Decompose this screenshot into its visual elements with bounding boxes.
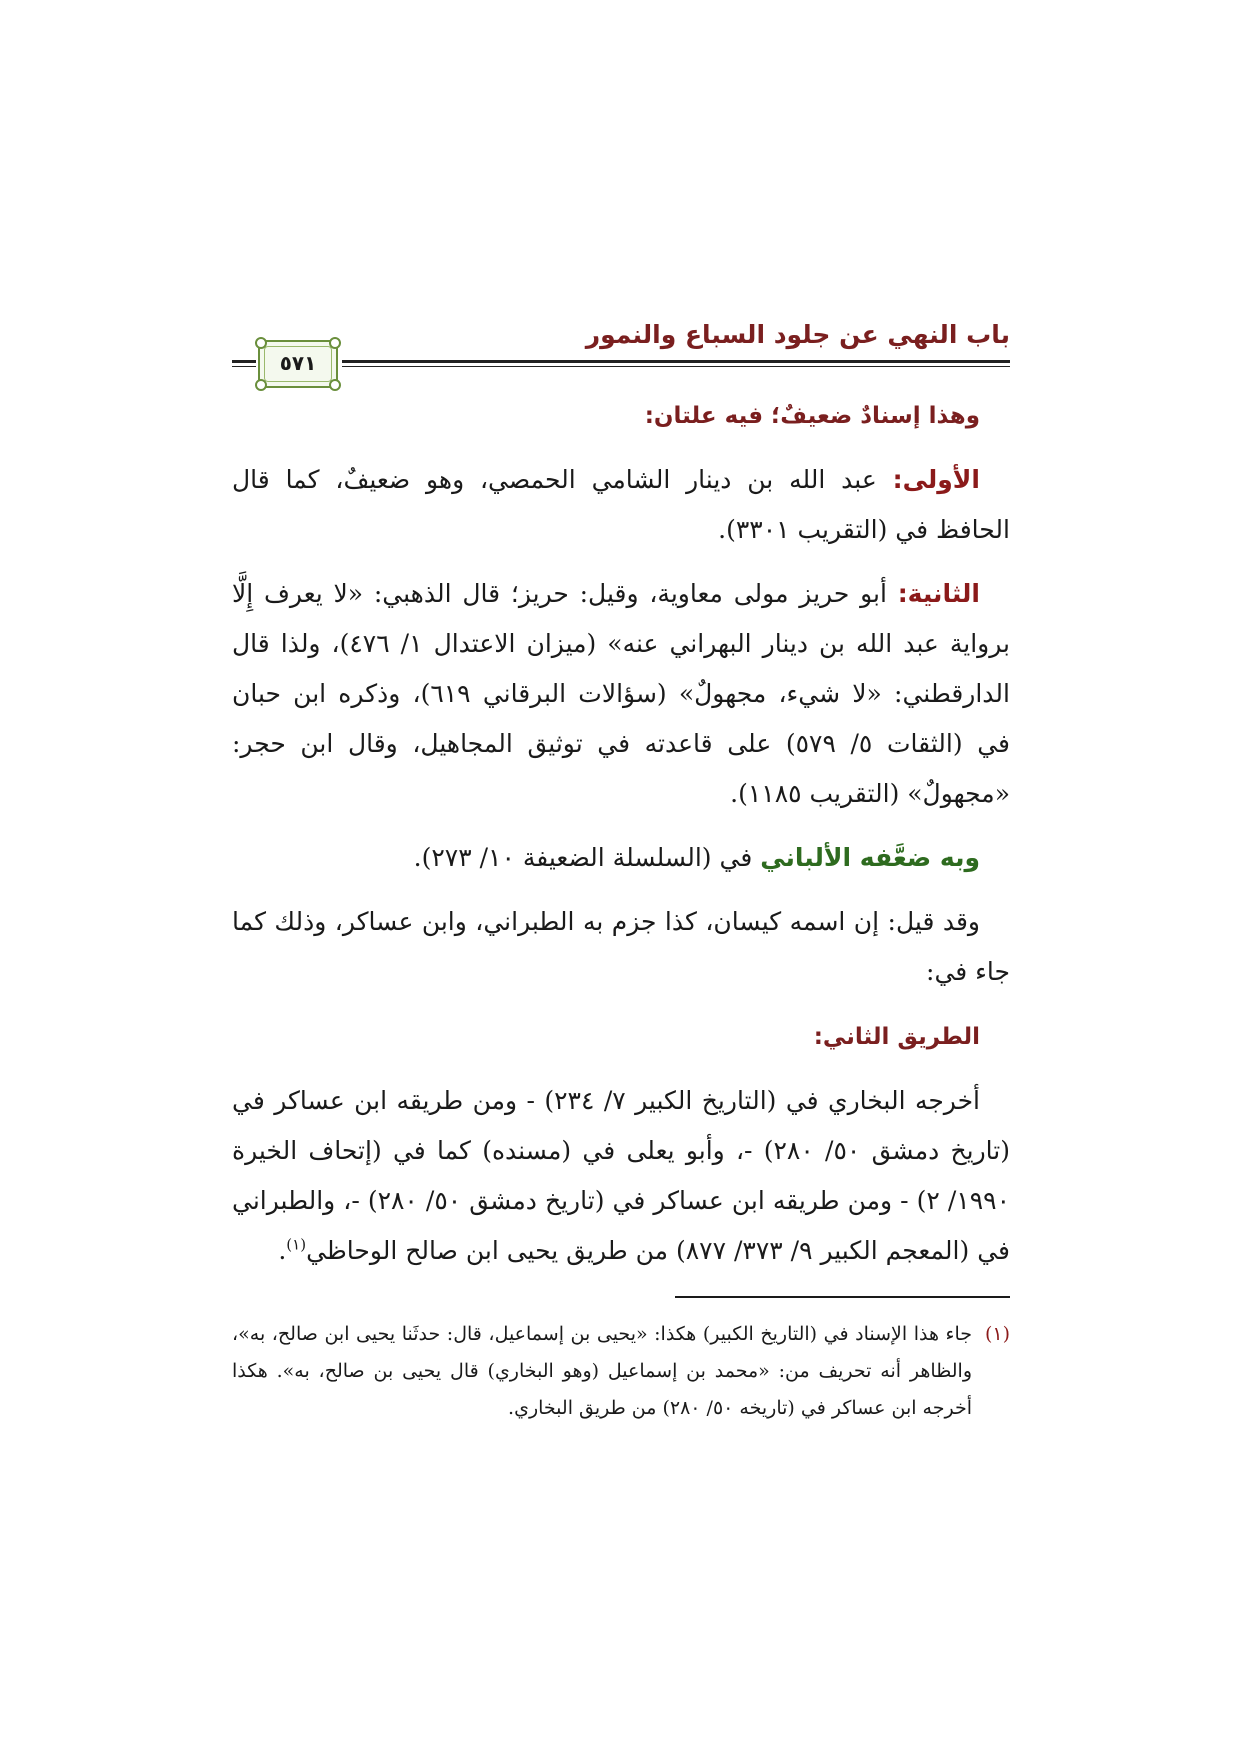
header-rule-left bbox=[232, 360, 256, 367]
paragraph-text: أبو حريز مولى معاوية، وقيل: حريز؛ قال الذهبي: «لا يعرف إِلَّا برواية عبد الله بن دينار البهراني عنه» (ميزان الاعتدال ١/ ٤٧٦)، ولذا قال الدارقطني: «لا شيء، مجهولٌ» (سؤالات البرقاني ٦١٩)، وذكره ابن حبان في (الثقات ٥/ ٥٧٩) على قاعدته في توثيق المجاهيل، وقال ابن حجر: «مجهولٌ» (التقريب ١١٨٥). bbox=[232, 579, 1011, 808]
paragraph-text: عبد الله بن دينار الشامي الحمصي، وهو ضعيفٌ، كما قال الحافظ في (التقريب ٣٣٠١). bbox=[232, 465, 1010, 544]
ornament-corner-icon bbox=[329, 379, 341, 391]
footnote-number: (١) bbox=[984, 1323, 1010, 1345]
ornament-corner-icon bbox=[255, 337, 267, 349]
heading-second-route bbox=[232, 1011, 1010, 1062]
paragraph-end: . bbox=[278, 1236, 287, 1265]
label-second: الثانية: bbox=[897, 579, 980, 608]
paragraph-takhrij bbox=[232, 1076, 1010, 1276]
label-first: الأولى: bbox=[892, 465, 980, 494]
paragraph-text: وقد قيل: إن اسمه كيسان، كذا جزم به الطبراني، وابن عساكر، وذلك كما جاء في: bbox=[232, 907, 1010, 986]
footnote bbox=[232, 1316, 1010, 1427]
page-header bbox=[232, 300, 1010, 380]
paragraph-first-defect bbox=[232, 455, 1010, 555]
paragraph-name-note bbox=[232, 897, 1010, 997]
book-page bbox=[232, 300, 1010, 1427]
paragraph-albani bbox=[232, 833, 1010, 883]
running-title: باب النهي عن جلود السباع والنمور bbox=[585, 320, 1010, 349]
intro-line bbox=[232, 390, 1010, 441]
footnote-reference[interactable]: (١) bbox=[286, 1235, 307, 1254]
paragraph-text: في (السلسلة الضعيفة ١٠/ ٢٧٣). bbox=[413, 843, 761, 872]
label-albani: وبه ضعَّفه الألباني bbox=[760, 843, 980, 872]
header-rule bbox=[342, 360, 1010, 367]
footnote-separator bbox=[675, 1296, 1010, 1298]
page-number-frame bbox=[258, 340, 338, 388]
main-text bbox=[232, 390, 1010, 1276]
paragraph-text: أخرجه البخاري في (التاريخ الكبير ٧/ ٢٣٤) - ومن طريقه ابن عساكر في (تاريخ دمشق ٥٠/ ٢٨٠) -، وأبو يعلى في (مسنده) كما في (إتحاف الخيرة ١٩٩٠/ ٢) - ومن طريقه ابن عساكر في (تاريخ دمشق ٥٠/ ٢٨٠) -، والطبراني في (المعجم الكبير ٩/ ٣٧٣/ ٨٧٧) من طريق يحيى ابن صالح الوحاظي bbox=[232, 1086, 1011, 1265]
ornament-corner-icon bbox=[255, 379, 267, 391]
page-number: ٥٧١ bbox=[279, 351, 317, 375]
ornament-corner-icon bbox=[329, 337, 341, 349]
footnote-text: جاء هذا الإسناد في (التاريخ الكبير) هكذا: «يحيى بن إسماعيل، قال: حدثَنا يحيى ابن صالح، به»، والظاهر أنه تحريف من: «محمد بن إسماعيل (وهو البخاري) قال يحيى بن صالح، به». هكذا أخرجه ابن عساكر في (تاريخه ٥٠/ ٢٨٠) من طريق البخاري. bbox=[232, 1323, 972, 1419]
paragraph-second-defect bbox=[232, 569, 1010, 819]
section-heading-second-route: الطريق الثاني: bbox=[813, 1024, 980, 1050]
section-heading-intro: وهذا إسنادٌ ضعيفٌ؛ فيه علتان: bbox=[644, 403, 980, 429]
